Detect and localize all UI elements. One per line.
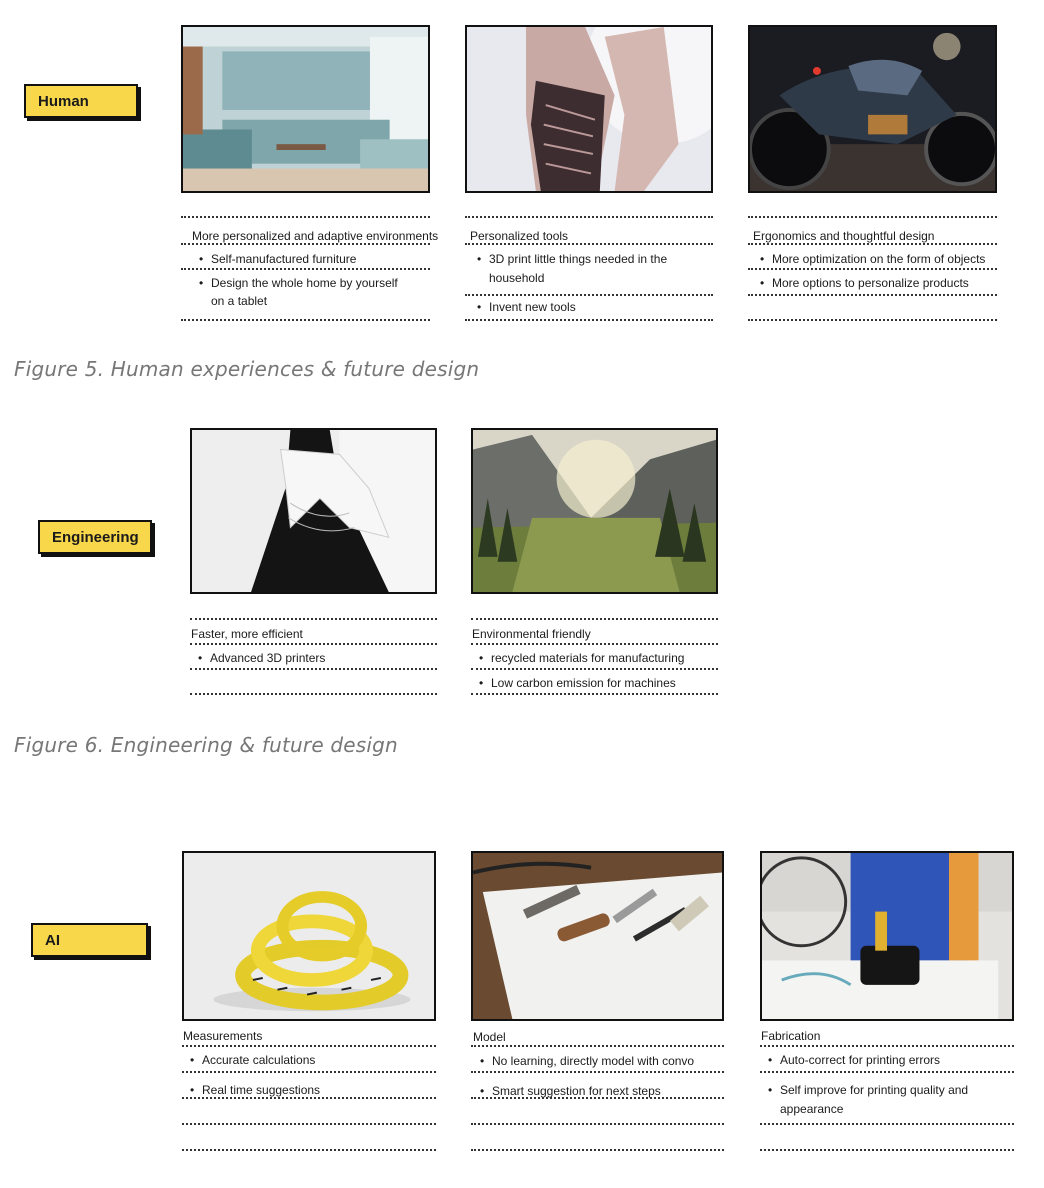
card-heading: Model <box>473 1030 506 1044</box>
human-card-2-notes <box>465 214 713 324</box>
tape-measure-image <box>182 851 436 1021</box>
dotted-divider <box>748 243 997 245</box>
bullet-item: • Auto-correct for printing errors <box>780 1053 940 1067</box>
dotted-divider <box>182 1097 436 1099</box>
bullet-continuation: household <box>489 271 545 285</box>
card-heading: More personalized and adaptive environments <box>192 229 439 243</box>
printing-fabrication-image <box>760 851 1014 1021</box>
dotted-divider <box>471 1123 724 1125</box>
card-heading: Ergonomics and thoughtful design <box>753 229 935 243</box>
dotted-divider <box>465 319 713 321</box>
dotted-divider <box>181 319 430 321</box>
dotted-divider <box>190 693 437 695</box>
bullet-continuation: on a tablet <box>211 294 268 308</box>
card-heading: Faster, more efficient <box>191 627 303 641</box>
dotted-divider <box>748 216 997 218</box>
dotted-divider <box>748 319 997 321</box>
human-tag-label: Human <box>38 92 89 110</box>
card-heading: Personalized tools <box>470 229 569 243</box>
ai-card-1-notes <box>182 1026 436 1156</box>
engineering-card-1-notes <box>190 616 437 700</box>
dotted-divider <box>471 1149 724 1151</box>
bullet-item: • Accurate calculations <box>202 1053 315 1067</box>
bullet-item: • Real time suggestions <box>202 1083 320 1097</box>
corset-fashion-image <box>465 25 713 193</box>
human-card-1-notes <box>181 214 439 324</box>
dotted-divider <box>465 294 713 296</box>
bullet-item: • More options to personalize products <box>772 276 969 290</box>
dotted-divider <box>760 1045 1014 1047</box>
dotted-divider <box>471 618 718 620</box>
dotted-divider <box>471 1045 724 1047</box>
mountain-valley-image <box>471 428 718 594</box>
bullet-item: • 3D print little things needed in the <box>489 252 667 266</box>
dotted-divider <box>182 1071 436 1073</box>
bullet-item: • Design the whole home by yourself <box>211 276 398 290</box>
bullet-item: • recycled materials for manufacturing <box>491 651 684 665</box>
bullet-item: • Invent new tools <box>489 300 576 314</box>
dotted-divider <box>471 1071 724 1073</box>
bullet-item: • No learning, directly model with convo <box>492 1054 694 1068</box>
dotted-divider <box>471 668 718 670</box>
bullet-continuation: appearance <box>780 1102 844 1116</box>
dotted-divider <box>471 693 718 695</box>
figure-5-caption: Figure 5. Human experiences & future design <box>14 357 480 381</box>
card-heading: Measurements <box>183 1029 263 1043</box>
figure-6-caption: Figure 6. Engineering & future design <box>14 733 398 757</box>
dotted-divider <box>760 1123 1014 1125</box>
dotted-divider <box>465 243 713 245</box>
dotted-divider <box>190 668 437 670</box>
engineering-tag <box>38 520 152 554</box>
dotted-divider <box>181 268 430 270</box>
dotted-divider <box>190 643 437 645</box>
bullet-item: • Self-manufactured furniture <box>211 252 356 266</box>
ai-card-3-notes <box>760 1026 1014 1156</box>
kitchen-interior-image <box>181 25 430 193</box>
dotted-divider <box>748 294 997 296</box>
dotted-divider <box>182 1149 436 1151</box>
tools-on-table-image <box>471 851 724 1021</box>
bullet-item: • More optimization on the form of objects <box>772 252 985 266</box>
ai-card-2-notes <box>471 1026 724 1156</box>
bullet-item: • Smart suggestion for next steps <box>492 1084 661 1098</box>
dotted-divider <box>465 216 713 218</box>
dotted-divider <box>471 643 718 645</box>
dotted-divider <box>182 1123 436 1125</box>
dotted-divider <box>190 618 437 620</box>
engineering-tag-label: Engineering <box>52 528 139 546</box>
ai-tag <box>31 923 148 957</box>
dotted-divider <box>182 1045 436 1047</box>
dotted-divider <box>760 1071 1014 1073</box>
dotted-divider <box>748 268 997 270</box>
bullet-item: • Low carbon emission for machines <box>491 676 676 690</box>
human-card-3-notes <box>748 214 997 324</box>
card-heading: Environmental friendly <box>472 627 591 641</box>
dotted-divider <box>181 243 430 245</box>
ai-tag-label: AI <box>45 931 60 949</box>
bullet-item: • Self improve for printing quality and <box>780 1083 968 1097</box>
bullet-item: • Advanced 3D printers <box>210 651 325 665</box>
white-dress-image <box>190 428 437 594</box>
engineering-card-2-notes <box>471 616 718 700</box>
dotted-divider <box>471 1097 724 1099</box>
dotted-divider <box>181 216 430 218</box>
card-heading: Fabrication <box>761 1029 821 1043</box>
motorcycle-image <box>748 25 997 193</box>
dotted-divider <box>760 1149 1014 1151</box>
human-tag <box>24 84 138 118</box>
